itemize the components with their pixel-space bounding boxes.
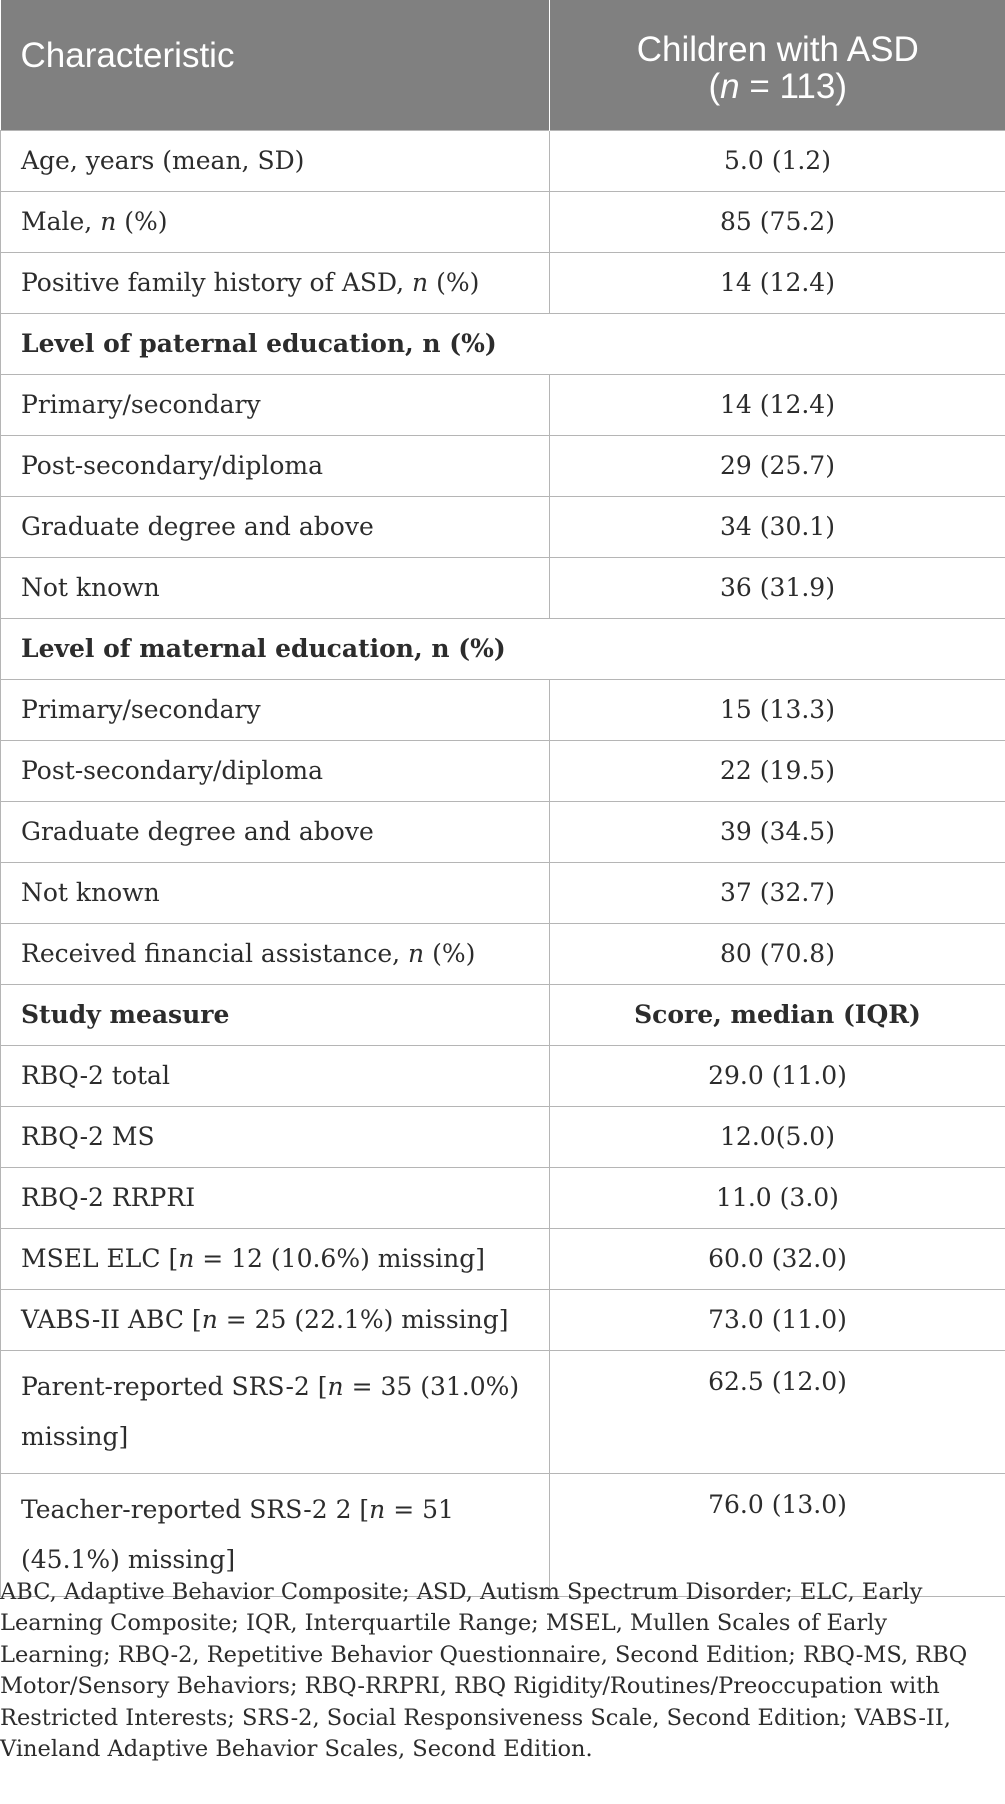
label-text-post: (%) bbox=[424, 939, 476, 968]
row-value: 36 (31.9) bbox=[550, 558, 1005, 619]
table-row bbox=[1, 253, 1005, 314]
table-row bbox=[1, 497, 1005, 558]
row-value: 29.0 (11.0) bbox=[550, 1046, 1005, 1107]
table-row bbox=[1, 1168, 1005, 1229]
section-row-maternal-education bbox=[1, 619, 1005, 680]
label-italic: n bbox=[412, 268, 429, 297]
row-label bbox=[1, 131, 550, 192]
row-label: Not known bbox=[1, 863, 550, 924]
row-label bbox=[1, 1229, 550, 1290]
section-label: Level of paternal education, n (%) bbox=[1, 314, 1005, 375]
label-italic: n bbox=[178, 1244, 195, 1273]
label-text-post: = 25 (22.1%) missing] bbox=[217, 1305, 509, 1334]
row-label bbox=[1, 192, 550, 253]
table-row bbox=[1, 375, 1005, 436]
row-label: RBQ-2 total bbox=[1, 1046, 550, 1107]
row-value: 76.0 (13.0) bbox=[550, 1474, 1005, 1597]
row-value: 14 (12.4) bbox=[550, 375, 1005, 436]
row-value: 37 (32.7) bbox=[550, 863, 1005, 924]
label-text: VABS-II ABC [ bbox=[21, 1305, 202, 1334]
label-text-post: = 35 (31.0%) missing] bbox=[21, 1372, 520, 1451]
row-value: 85 (75.2) bbox=[550, 192, 1005, 253]
label-text: MSEL ELC [ bbox=[21, 1244, 179, 1273]
table-row bbox=[1, 1290, 1005, 1351]
label-italic: n bbox=[100, 207, 117, 236]
row-label bbox=[1, 1290, 550, 1351]
row-label: RBQ-2 RRPRI bbox=[1, 1168, 550, 1229]
table-row bbox=[1, 741, 1005, 802]
row-value: 34 (30.1) bbox=[550, 497, 1005, 558]
row-value: 60.0 (32.0) bbox=[550, 1229, 1005, 1290]
table-row bbox=[1, 131, 1005, 192]
row-label bbox=[1, 1351, 550, 1474]
row-label: Post-secondary/diploma bbox=[1, 741, 550, 802]
row-value: 73.0 (11.0) bbox=[550, 1290, 1005, 1351]
row-label: Not known bbox=[1, 558, 550, 619]
label-italic: n bbox=[201, 1305, 218, 1334]
table-row bbox=[1, 1046, 1005, 1107]
row-value: 11.0 (3.0) bbox=[550, 1168, 1005, 1229]
table-header-row bbox=[1, 0, 1005, 131]
section-value-header: Score, median (IQR) bbox=[550, 985, 1005, 1046]
row-value: 29 (25.7) bbox=[550, 436, 1005, 497]
row-value: 5.0 (1.2) bbox=[550, 131, 1005, 192]
table-row bbox=[1, 1107, 1005, 1168]
row-value: 14 (12.4) bbox=[550, 253, 1005, 314]
label-text: Age, years (mean, SD) bbox=[21, 146, 305, 175]
header-children-with-asd bbox=[550, 0, 1005, 131]
table-row bbox=[1, 680, 1005, 741]
table-row bbox=[1, 192, 1005, 253]
section-label: Study measure bbox=[1, 985, 550, 1046]
label-italic: n bbox=[369, 1495, 386, 1524]
table-row bbox=[1, 802, 1005, 863]
table-row bbox=[1, 863, 1005, 924]
section-row-paternal-education bbox=[1, 314, 1005, 375]
row-value: 39 (34.5) bbox=[550, 802, 1005, 863]
label-text: Positive family history of ASD, bbox=[21, 268, 413, 297]
row-label bbox=[1, 253, 550, 314]
table-row bbox=[1, 1229, 1005, 1290]
row-value: 12.0(5.0) bbox=[550, 1107, 1005, 1168]
row-value: 80 (70.8) bbox=[550, 924, 1005, 985]
section-row-study-measure bbox=[1, 985, 1005, 1046]
label-text: Parent-reported SRS-2 [ bbox=[21, 1372, 328, 1401]
header-col2-open: ( bbox=[708, 67, 721, 106]
section-label: Level of maternal education, n (%) bbox=[1, 619, 1005, 680]
row-label: Graduate degree and above bbox=[1, 802, 550, 863]
label-text: Teacher-reported SRS-2 2 [ bbox=[21, 1495, 370, 1524]
row-value: 15 (13.3) bbox=[550, 680, 1005, 741]
row-label: Primary/secondary bbox=[1, 680, 550, 741]
label-text-post: = 12 (10.6%) missing] bbox=[194, 1244, 485, 1273]
label-italic: n bbox=[327, 1372, 344, 1401]
row-label: RBQ-2 MS bbox=[1, 1107, 550, 1168]
row-label: Primary/secondary bbox=[1, 375, 550, 436]
header-characteristic: Characteristic bbox=[1, 0, 550, 131]
header-col2-italic-n: n bbox=[720, 67, 740, 106]
table-row bbox=[1, 1351, 1005, 1474]
label-text-post: (%) bbox=[116, 207, 168, 236]
row-label: Post-secondary/diploma bbox=[1, 436, 550, 497]
header-col2-rest: = 113) bbox=[739, 67, 847, 106]
label-text: Male, bbox=[21, 207, 101, 236]
row-label: Graduate degree and above bbox=[1, 497, 550, 558]
label-italic: n bbox=[408, 939, 425, 968]
table-row bbox=[1, 924, 1005, 985]
label-text-post: (%) bbox=[428, 268, 480, 297]
table-row bbox=[1, 558, 1005, 619]
table-row bbox=[1, 436, 1005, 497]
label-text: Received financial assistance, bbox=[21, 939, 409, 968]
header-col2-line1: Children with ASD bbox=[636, 30, 919, 69]
row-value: 22 (19.5) bbox=[550, 741, 1005, 802]
row-label bbox=[1, 924, 550, 985]
label-text-post: = 51 (45.1%) missing] bbox=[21, 1495, 454, 1574]
table-footnote: ABC, Adaptive Behavior Composite; ASD, Autism Spectrum Disorder; ELC, Early Learning Composite; IQR, Interquartile Range; MSEL, Mullen Scales of Early Learning; RBQ-2, Repetitive Behavior Questionnaire, Second Edition; RBQ-MS, RBQ Motor/Sensory Behaviors; RBQ-RRPRI, RBQ Rigidity/Routines/Preoccupation with Restricted Interests; SRS-2, Social Responsiveness Scale, Second Edition; VABS-II, Vineland Adaptive Behavior Scales, Second Edition. bbox=[0, 1579, 968, 1763]
row-value: 62.5 (12.0) bbox=[550, 1351, 1005, 1474]
